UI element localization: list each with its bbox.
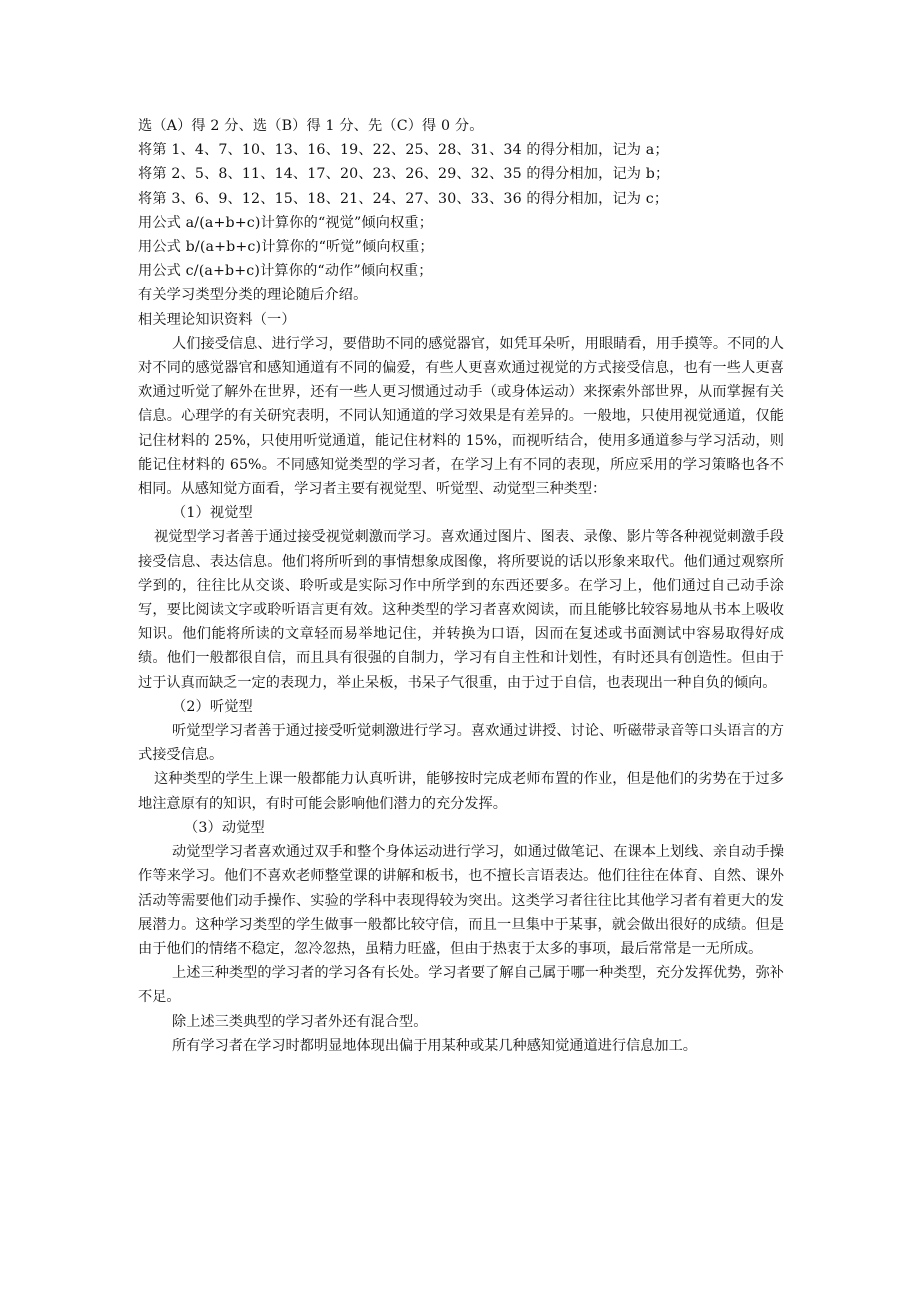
scoring-sum-c: 将第 3、6、9、12、15、18、21、24、27、30、33、36 的得分相加，记为 c； bbox=[138, 190, 669, 207]
summary-paragraph-1: 上述三种类型的学习者的学习各有长处。学习者要了解自己属于哪一种类型，充分发挥优势，弥补不足。 bbox=[138, 965, 784, 1006]
auditory-heading: （2）听觉型 bbox=[172, 698, 253, 715]
summary-paragraph-2: 除上述三类典型的学习者外还有混合型。 bbox=[172, 1013, 428, 1030]
kinesthetic-heading: （3）动觉型 bbox=[184, 819, 265, 836]
scoring-sum-b: 将第 2、5、8、11、14、17、20、23、26、29、32、35 的得分相加，记为 b； bbox=[138, 166, 670, 183]
kinesthetic-paragraph: 动觉型学习者喜欢通过双手和整个身体运动进行学习，如通过做笔记、在课本上划线、亲自动手操作等来学习。他们不喜欢老师整堂课的讲解和板书，也不擅长言语表达。他们往往在体育、自然、课外活动等需要他们动手操作、实验的学科中表现得较为突出。这类学习者往往比其他学习者有着更大的发展潜力。这种学习类型的学生做事一般都比较守信，而且一旦集中于某事，就会做出很好的成绩。但是由于他们的情绪不稳定，忽冷忽热，虽精力旺盛，但由于热衷于太多的事项，最后常常是一无所成。 bbox=[138, 844, 784, 957]
formula-kinesthetic: 用公式 c/(a+b+c)计算你的“动作”倾向权重； bbox=[138, 263, 433, 280]
visual-paragraph: 视觉型学习者善于通过接受视觉刺激而学习。喜欢通过图片、图表、录像、影片等各种视觉刺激手段接受信息、表达信息。他们将所听到的事情想象成图像，将所要说的话以形象来取代。他们通过观察所学到的，往往比从交谈、聆听或是实际习作中所学到的东西还要多。在学习上，他们通过自己动手涂写，要比阅读文字或聆听语言更有效。这种类型的学习者喜欢阅读，而且能够比较容易地从书本上吸收知识。他们能将所读的文章轻而易举地记住，并转换为口语，因而在复述或书面测试中容易取得好成绩。他们一般都很自信，而且具有很强的自制力，学习有自主性和计划性，有时还具有创造性。但由于过于认真而缺乏一定的表现力，举止呆板，书呆子气很重，由于过于自信，也表现出一种自负的倾向。 bbox=[138, 529, 784, 691]
section-title: 相关理论知识资料（一） bbox=[138, 311, 296, 328]
auditory-paragraph-2: 这种类型的学生上课一般都能力认真听讲，能够按时完成老师布置的作业，但是他们的劣势在于过多地注意原有的知识，有时可能会影响他们潜力的充分发挥。 bbox=[138, 771, 784, 812]
auditory-paragraph-1: 听觉型学习者善于通过接受听觉刺激进行学习。喜欢通过讲授、讨论、听磁带录音等口头语言的方式接受信息。 bbox=[138, 723, 784, 764]
scoring-rule: 选（A）得 2 分、选（B）得 1 分、先（C）得 0 分。 bbox=[138, 118, 484, 134]
formula-visual: 用公式 a/(a+b+c)计算你的“视觉”倾向权重； bbox=[138, 214, 434, 231]
document-page bbox=[138, 114, 784, 1058]
formula-auditory: 用公式 b/(a+b+c)计算你的“听觉”倾向权重； bbox=[138, 239, 434, 256]
summary-paragraph-3: 所有学习者在学习时都明显地体现出偏于用某种或某几种感知觉通道进行信息加工。 bbox=[172, 1037, 697, 1054]
scoring-sum-a: 将第 1、4、7、10、13、16、19、22、25、28、31、34 的得分相加，记为 a； bbox=[138, 142, 669, 159]
theory-note: 有关学习类型分类的理论随后介绍。 bbox=[138, 287, 368, 304]
intro-paragraph: 人们接受信息、进行学习，要借助不同的感觉器官，如凭耳朵听，用眼睛看，用手摸等。不同的人对不同的感觉器官和感知通道有不同的偏爱，有些人更喜欢通过视觉的方式接受信息，也有一些人更喜欢通过听觉了解外在世界，还有一些人更习惯通过动手（或身体运动）来探索外部世界，从而掌握有关信息。心理学的有关研究表明，不同认知通道的学习效果是有差异的。一般地，只使用视觉通道，仅能记住材料的 25%，只使用听觉通道，能记住材料的 15%，而视听结合，使用多通道参与学习活动，则能记住材料的 65%。不同感知觉类型的学习者，在学习上有不同的表现，所应采用的学习策略也各不相同。从感知觉方面看，学习者主要有视觉型、听觉型、动觉型三种类型： bbox=[138, 335, 784, 498]
visual-heading: （1）视觉型 bbox=[172, 505, 253, 522]
